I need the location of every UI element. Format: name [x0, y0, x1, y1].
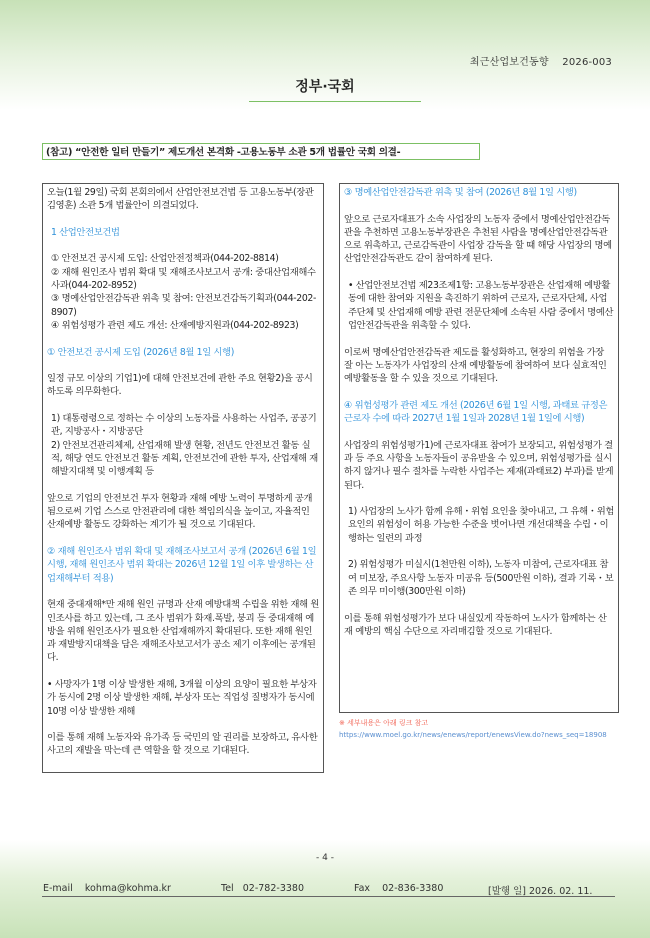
reference-note: ※ 세부내용은 아래 링크 참고	[339, 719, 429, 727]
tel-label: Tel	[221, 883, 234, 894]
section-4-note-2: 2) 위험성평가 미실시(1천만원 이하), 노동자 미참여, 근로자대표 참여 미보장, 주요사항 노동자 미공유 등(500만원 이하), 결과 기록・보존 의무 미이행(300만원 이하)	[348, 559, 614, 597]
email-label: E-mail	[43, 883, 73, 894]
contact-item: ② 재해 원인조사 범위 확대 및 재해조사보고서 공개: 중대산업재해수사과(044-202-8952)	[51, 266, 316, 292]
footer-tel	[221, 883, 304, 894]
law-heading: 1 산업안전보건법	[51, 226, 120, 238]
email-value[interactable]: kohma@kohma.kr	[84, 883, 171, 894]
section-3-outcome: 이로써 명예산업안전감독관 제도를 활성화하고, 현장의 위험을 가장 잘 아는 노동자가 사업장의 산재 예방활동에 참여하여 보다 실효적인 예방활동을 할 수 있을 것으로 기대된다.	[344, 346, 607, 385]
intro-paragraph: 오늘(1월 29일) 국회 본회의에서 산업안전보건법 등 고용노동부(장관 김영훈) 소관 5개 법률안이 의결되었다.	[47, 187, 314, 212]
date-value: 2026. 02. 11.	[529, 886, 593, 897]
document-number: 최근산업보건동향 2026-003	[469, 57, 612, 68]
footer-email	[43, 883, 171, 894]
section-3-heading: ③ 명예산업안전감독관 위촉 및 참여 (2026년 8월 1일 시행)	[344, 187, 577, 198]
footer-fax	[354, 883, 443, 894]
section-3-note: • 산업안전보건법 제23조제1항: 고용노동부장관은 산업재해 예방활동에 대한 참여와 지원을 촉진하기 위하여 근로자, 근로자단체, 사업주단체 및 산업재해 예방 관련 전문단체에 소속된 사람 중에서 명예산업안전감독관을 위촉할 수 있다.	[348, 280, 614, 331]
contact-item: ① 안전보건 공시제 도입: 산업안전정책과(044-202-8814)	[51, 253, 279, 265]
section-4-note-1: 1) 사업장의 노사가 함께 유해・위험 요인을 찾아내고, 그 유해・위험 요인의 위험성이 허용 가능한 수준을 벗어나면 개선대책을 수립・이행하는 일련의 과정	[348, 506, 614, 544]
contact-item: ④ 위험성평가 관련 제도 개선: 산재예방지원과(044-202-8923)	[51, 319, 299, 331]
footnote: 1) 대통령령으로 정하는 수 이상의 노동자를 사용하는 사업주, 공공기관, 지방공사・지방공단	[51, 413, 317, 438]
section-1-body: 일정 규모 이상의 기업1)에 대해 안전보건에 관한 주요 현황2)을 공시하도록 의무화한다.	[47, 373, 313, 398]
left-column-box	[42, 183, 324, 773]
section-2-heading: ② 재해 원인조사 범위 확대 및 재해조사보고서 공개 (2026년 6월 1일 시행, 재해 원인조사 범위 확대는 2026년 12월 1일 이후 발생하는 산업재해부터 적용)	[47, 546, 317, 584]
section-title: 정부·국회	[295, 79, 355, 95]
date-label: [발행 일]	[488, 886, 526, 897]
section-2-note: • 사망자가 1명 이상 발생한 재해, 3개월 이상의 요양이 필요한 부상자가 동시에 2명 이상 발생한 재해, 부상자 또는 직업성 질병자가 동시에 10명 이상 발생한 재해	[47, 678, 317, 717]
contact-item: ③ 명예산업안전감독관 위촉 및 참여: 안전보건감독기획과(044-202-8907)	[51, 293, 316, 318]
footer-date	[488, 883, 592, 897]
section-2-outcome: 이를 통해 재해 노동자와 유가족 등 국민의 알 권리를 보장하고, 유사한 사고의 재발을 막는데 큰 역할을 할 것으로 기대된다.	[47, 732, 318, 757]
reference-link[interactable]: https://www.moel.go.kr/news/enews/report/enewsView.do?news_seq=18908	[339, 731, 607, 739]
page-number: - 4 -	[316, 853, 334, 863]
section-4-body: 사업장의 위험성평가1)에 근로자대표 참여가 보장되고, 위험성평가 결과 등 주요 사항을 노동자들이 공유받을 수 있으며, 위험성평가를 실시하지 않거나 필수 절차를 누락한 사업주는 제재(과태료2) 부과)를 받게 된다.	[344, 439, 614, 491]
section-1-outcome: 앞으로 기업의 안전보건 투자 현황과 재해 예방 노력이 투명하게 공개됨으로써 기업 스스로 안전관리에 대한 책임의식을 높이고, 자율적인 산재예방 활동도 강화하는 계기가 될 것으로 기대된다.	[47, 492, 313, 531]
section-4-heading: ④ 위험성평가 관련 제도 개선 (2026년 6월 1일 시행, 과태료 규정은 근로자 수에 따라 2027년 1월 1일과 2028년 1월 1일에 시행)	[344, 399, 608, 425]
title-underline	[249, 101, 421, 102]
right-column-box	[339, 183, 619, 713]
fax-label: Fax	[354, 883, 371, 894]
fax-value: 02-836-3380	[382, 883, 444, 894]
section-1-heading: ① 안전보건 공시제 도입 (2026년 8월 1일 시행)	[47, 346, 234, 358]
section-2-body: 현재 중대재해*만 재해 원인 규명과 산재 예방대책 수립을 위한 재해 원인조사를 하고 있는데, 그 조사 범위가 화재.폭발, 붕괴 등 중대재해 예방을 위해 원인조사가 필요한 산업재해까지 확대된다. 또한 재해 원인과 재발방지대책을 담은 재해조사보고서가 공소 제기 이후에는 공개된다.	[47, 599, 320, 664]
article-title: (참고) “안전한 일터 만들기” 제도개선 본격화 -고용노동부 소관 5개 법률안 국회 의결-	[42, 143, 480, 160]
tel-value: 02-782-3380	[242, 883, 305, 894]
footnote: 2) 안전보건관리체제, 산업재해 발생 현황, 전년도 안전보건 활동 실적, 해당 연도 안전보건 활동 계획, 안전보건에 관한 투자, 산업재해 재해발지대책 및 이행계획 등	[51, 439, 318, 478]
section-4-outcome: 이를 통해 위험성평가가 보다 내실있게 작동하여 노사가 함께하는 산재 예방의 핵심 수단으로 자리매김할 것으로 기대된다.	[344, 612, 607, 637]
section-3-body: 앞으로 근로자대표가 소속 사업장의 노동자 중에서 명예산업안전감독관을 추천하면 고용노동부장관은 추천된 사람을 명예산업안전감독관으로 위촉하고, 근로감독관이 사업장 감독을 할 때 해당 사업장의 명예산업안전감독관도 같이 참여하게 된다.	[344, 213, 612, 265]
